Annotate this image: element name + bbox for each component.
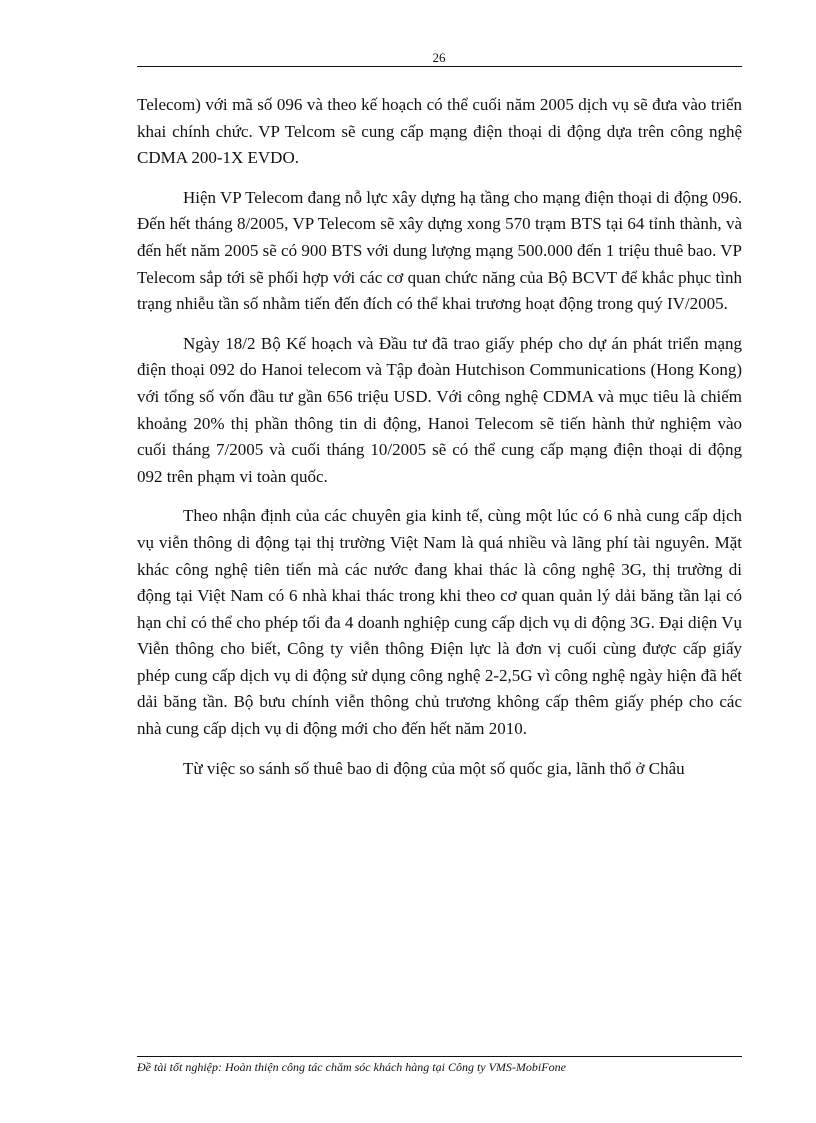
paragraph-2: Hiện VP Telecom đang nỗ lực xây dựng hạ tầng cho mạng điện thoại di động 096. Đến hết tháng 8/2005, VP Telecom sẽ xây dựng xong 570 trạm BTS tại 64 tỉnh thành, và đến hết năm 2005 sẽ có 900 BTS với dung lượng mạng 500.000 đến 1 triệu thuê bao. VP Telecom sắp tới sẽ phối hợp với các cơ quan chức năng của Bộ BCVT để khắc phục tình trạng nhiễu tần số nhằm tiến đến đích có thể khai trương hoạt động trong quý IV/2005.: [137, 187, 742, 314]
paragraph-4: Theo nhận định của các chuyên gia kinh tế, cùng một lúc có 6 nhà cung cấp dịch vụ viễn thông di động tại thị trường Việt Nam là quá nhiều và lãng phí tài nguyên. Mặt khác công nghệ tiên tiến mà các nước đang khai thác là công nghệ 3G, thị trường di động tại Việt Nam có 6 nhà khai thác trong khi theo cơ quan quản lý dải băng tần lại có hạn chỉ có thể cho phép tối đa 4 doanh nghiệp cung cấp dịch vụ di động 3G. Đại diện Vụ Viễn thông cho biết, Công ty viễn thông Điện lực là đơn vị cuối cùng được cấp giấy phép cung cấp dịch vụ di động sử dụng công nghệ 2-2,5G vì công nghệ ngày hiện đã hết dải băng tần. Bộ bưu chính viễn thông chủ trương không cấp thêm giấy phép cho các nhà cung cấp dịch vụ di động mới cho đến hết năm 2010.: [137, 506, 742, 739]
footer-thesis-title: Đề tài tốt nghiệp: Hoàn thiện công tác chăm sóc khách hàng tại Công ty VMS-MobiFone: [137, 1060, 566, 1074]
footer-rule: [137, 1056, 742, 1057]
document-body: [137, 92, 742, 795]
paragraph-1: Telecom) với mã số 096 và theo kế hoạch có thể cuối năm 2005 dịch vụ sẽ đưa vào triển khai chính chức. VP Telcom sẽ cung cấp mạng điện thoại di động dựa trên công nghệ CDMA 200-1X EVDO.: [137, 95, 742, 168]
paragraph-3: Ngày 18/2 Bộ Kế hoạch và Đầu tư đã trao giấy phép cho dự án phát triển mạng điện thoại 092 do Hanoi telecom và Tập đoàn Hutchison Communications (Hong Kong) với tổng số vốn đầu tư gần 656 triệu USD. Với công nghệ CDMA và mục tiêu là chiếm khoảng 20% thị phần thông tin di động, Hanoi Telecom sẽ tiến hành thử nghiệm vào cuối tháng 7/2005 và cuối tháng 10/2005 sẽ có thể cung cấp mạng điện thoại di động 092 trên phạm vi toàn quốc.: [137, 333, 742, 486]
header-rule: [137, 66, 742, 67]
page-number: 26: [432, 50, 446, 65]
paragraph-5: Từ việc so sánh số thuê bao di động của một số quốc gia, lãnh thổ ở Châu: [183, 758, 685, 778]
